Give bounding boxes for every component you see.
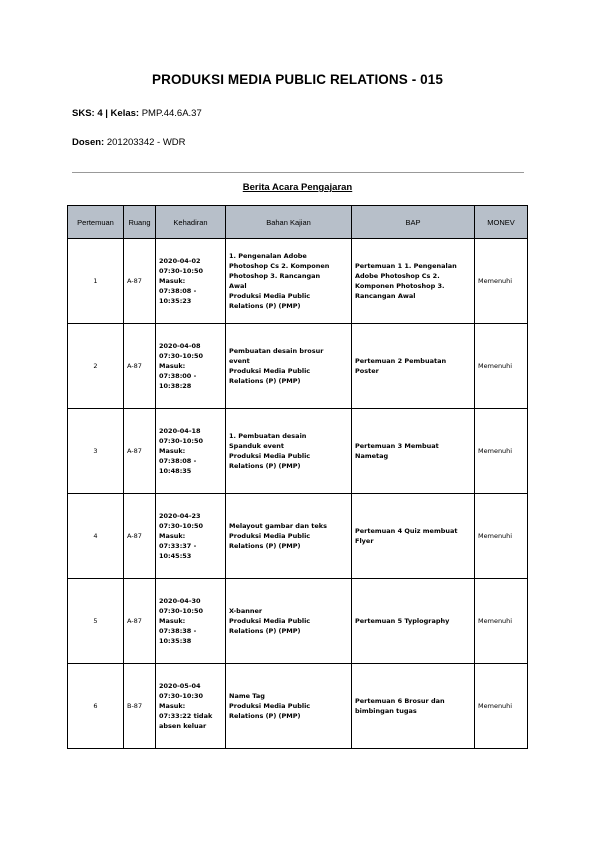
cell-bahan-kajian-line: 1. Pengenalan Adobe [229, 252, 307, 260]
sks-kelas-line [72, 108, 202, 119]
cell-bahan-kajian-line: Pembuatan desain brosur [229, 347, 324, 355]
cell-kehadiran-line: 07:33:22 tidak [159, 712, 213, 720]
cell-bahan-kajian [226, 664, 352, 749]
cell-bahan-kajian [226, 239, 352, 324]
cell-monev: Memenuhi [475, 409, 528, 494]
cell-bahan-kajian-line: Produksi Media Public [229, 452, 311, 460]
cell-bahan-kajian-line: Name Tag [229, 692, 265, 700]
cell-bahan-kajian-line: Produksi Media Public [229, 292, 311, 300]
table-header-row [68, 206, 528, 239]
cell-kehadiran-line: 07:38:00 - [159, 372, 197, 380]
cell-ruang: B-87 [124, 664, 156, 749]
cell-bahan-kajian-line: Produksi Media Public [229, 367, 311, 375]
cell-bap-line: Poster [355, 367, 379, 375]
header-ruang: Ruang [124, 206, 156, 239]
cell-bahan-kajian-line: Spanduk event [229, 442, 285, 450]
cell-bahan-kajian-line: Photoshop 3. Rancangan [229, 272, 321, 280]
cell-kehadiran-line: 07:33:37 - [159, 542, 197, 550]
cell-kehadiran-line: 2020-04-23 [159, 512, 201, 520]
cell-bap-line: Pertemuan 1 1. Pengenalan [355, 262, 457, 270]
cell-bap-line: Pertemuan 6 Brosur dan [355, 697, 445, 705]
cell-bap [352, 579, 475, 664]
cell-bahan-kajian-line: X-banner [229, 607, 263, 615]
header-bahan-kajian: Bahan Kajian [226, 206, 352, 239]
cell-kehadiran-line: 2020-05-04 [159, 682, 201, 690]
cell-kehadiran-line: 2020-04-30 [159, 597, 201, 605]
cell-kehadiran-line: 07:38:38 - [159, 627, 197, 635]
cell-bahan-kajian-line: Melayout gambar dan teks [229, 522, 327, 530]
header-pertemuan: Pertemuan [68, 206, 124, 239]
cell-bap-line: Rancangan Awal [355, 292, 416, 300]
cell-kehadiran-line: 07:30-10:50 [159, 522, 204, 530]
cell-kehadiran-line: 2020-04-08 [159, 342, 201, 350]
cell-monev: Memenuhi [475, 579, 528, 664]
cell-pertemuan: 3 [68, 409, 124, 494]
cell-bahan-kajian [226, 324, 352, 409]
table-row [68, 239, 528, 324]
berita-acara-table [67, 205, 528, 749]
cell-bahan-kajian-line: Relations (P) (PMP) [229, 712, 301, 720]
cell-kehadiran-line: 07:30-10:30 [159, 692, 204, 700]
cell-bahan-kajian-line: Relations (P) (PMP) [229, 462, 301, 470]
cell-bahan-kajian-line: event [229, 357, 250, 365]
cell-pertemuan: 4 [68, 494, 124, 579]
cell-pertemuan: 6 [68, 664, 124, 749]
cell-kehadiran-line: Masuk: [159, 702, 186, 710]
table-row [68, 664, 528, 749]
cell-bap-line: Adobe Photoshop Cs 2. [355, 272, 440, 280]
cell-kehadiran-line: Masuk: [159, 447, 186, 455]
divider [72, 172, 524, 173]
cell-kehadiran-line: 07:30-10:50 [159, 352, 204, 360]
cell-kehadiran-line: absen keluar [159, 722, 207, 730]
table-title: Berita Acara Pengajaran [242, 182, 353, 193]
cell-kehadiran-line: Masuk: [159, 532, 186, 540]
cell-kehadiran-line: 07:30-10:50 [159, 607, 204, 615]
cell-ruang: A-87 [124, 579, 156, 664]
kelas-value: PMP.44.6A.37 [141, 108, 202, 119]
cell-bap-line: Nametag [355, 452, 389, 460]
cell-kehadiran-line: 10:48:35 [159, 467, 192, 475]
cell-kehadiran-line: 10:35:38 [159, 637, 192, 645]
cell-kehadiran-line: Masuk: [159, 362, 186, 370]
cell-kehadiran [156, 664, 226, 749]
cell-kehadiran-line: 07:38:08 - [159, 287, 197, 295]
cell-pertemuan: 2 [68, 324, 124, 409]
cell-bahan-kajian-line: Relations (P) (PMP) [229, 542, 301, 550]
cell-kehadiran-line: 2020-04-02 [159, 257, 201, 265]
cell-ruang: A-87 [124, 409, 156, 494]
cell-bahan-kajian-line: Relations (P) (PMP) [229, 627, 301, 635]
cell-bap [352, 324, 475, 409]
cell-bap-line: Pertemuan 4 Quiz membuat [355, 527, 458, 535]
table-row [68, 494, 528, 579]
cell-bap-line: bimbingan tugas [355, 707, 417, 715]
cell-pertemuan: 5 [68, 579, 124, 664]
cell-monev: Memenuhi [475, 664, 528, 749]
cell-bahan-kajian [226, 494, 352, 579]
cell-bahan-kajian [226, 579, 352, 664]
cell-kehadiran [156, 409, 226, 494]
sks-kelas-label: SKS: 4 | Kelas: [72, 108, 140, 119]
cell-bahan-kajian-line: Produksi Media Public [229, 702, 311, 710]
cell-monev: Memenuhi [475, 324, 528, 409]
cell-kehadiran-line: 10:38:28 [159, 382, 192, 390]
cell-ruang: A-87 [124, 494, 156, 579]
cell-kehadiran [156, 239, 226, 324]
cell-kehadiran-line: 07:38:08 - [159, 457, 197, 465]
cell-pertemuan: 1 [68, 239, 124, 324]
cell-bahan-kajian-line: 1. Pembuatan desain [229, 432, 307, 440]
cell-kehadiran [156, 494, 226, 579]
cell-kehadiran [156, 324, 226, 409]
cell-bap-line: Flyer [355, 537, 374, 545]
document-title: PRODUKSI MEDIA PUBLIC RELATIONS - 015 [152, 72, 443, 87]
header-bap: BAP [352, 206, 475, 239]
cell-kehadiran [156, 579, 226, 664]
cell-bahan-kajian-line: Produksi Media Public [229, 617, 311, 625]
cell-bap-line: Pertemuan 2 Pembuatan [355, 357, 447, 365]
cell-bahan-kajian-line: Produksi Media Public [229, 532, 311, 540]
cell-kehadiran-line: 10:45:53 [159, 552, 192, 560]
cell-bahan-kajian-line: Relations (P) (PMP) [229, 377, 301, 385]
dosen-label: Dosen: [72, 137, 105, 148]
cell-bap-line: Komponen Photoshop 3. [355, 282, 445, 290]
cell-bahan-kajian-line: Awal [229, 282, 247, 290]
table-row [68, 324, 528, 409]
cell-kehadiran-line: 07:30-10:50 [159, 437, 204, 445]
cell-kehadiran-line: Masuk: [159, 617, 186, 625]
cell-bap-line: Pertemuan 3 Membuat [355, 442, 439, 450]
cell-bap [352, 494, 475, 579]
cell-bap-line: Pertemuan 5 Typlography [355, 617, 450, 625]
table-row [68, 579, 528, 664]
table-row [68, 409, 528, 494]
cell-bahan-kajian-line: Relations (P) (PMP) [229, 302, 301, 310]
cell-bap [352, 409, 475, 494]
cell-kehadiran-line: 2020-04-18 [159, 427, 201, 435]
cell-kehadiran-line: 07:30-10:50 [159, 267, 204, 275]
header-monev: MONEV [475, 206, 528, 239]
cell-bap [352, 664, 475, 749]
header-kehadiran: Kehadiran [156, 206, 226, 239]
cell-monev: Memenuhi [475, 494, 528, 579]
cell-monev: Memenuhi [475, 239, 528, 324]
cell-bahan-kajian-line: Photoshop Cs 2. Komponen [229, 262, 330, 270]
cell-kehadiran-line: Masuk: [159, 277, 186, 285]
cell-bap [352, 239, 475, 324]
dosen-value: 201203342 - WDR [106, 137, 186, 148]
dosen-line [72, 137, 186, 148]
cell-kehadiran-line: 10:35:23 [159, 297, 192, 305]
cell-ruang: A-87 [124, 324, 156, 409]
cell-bahan-kajian [226, 409, 352, 494]
cell-ruang: A-87 [124, 239, 156, 324]
